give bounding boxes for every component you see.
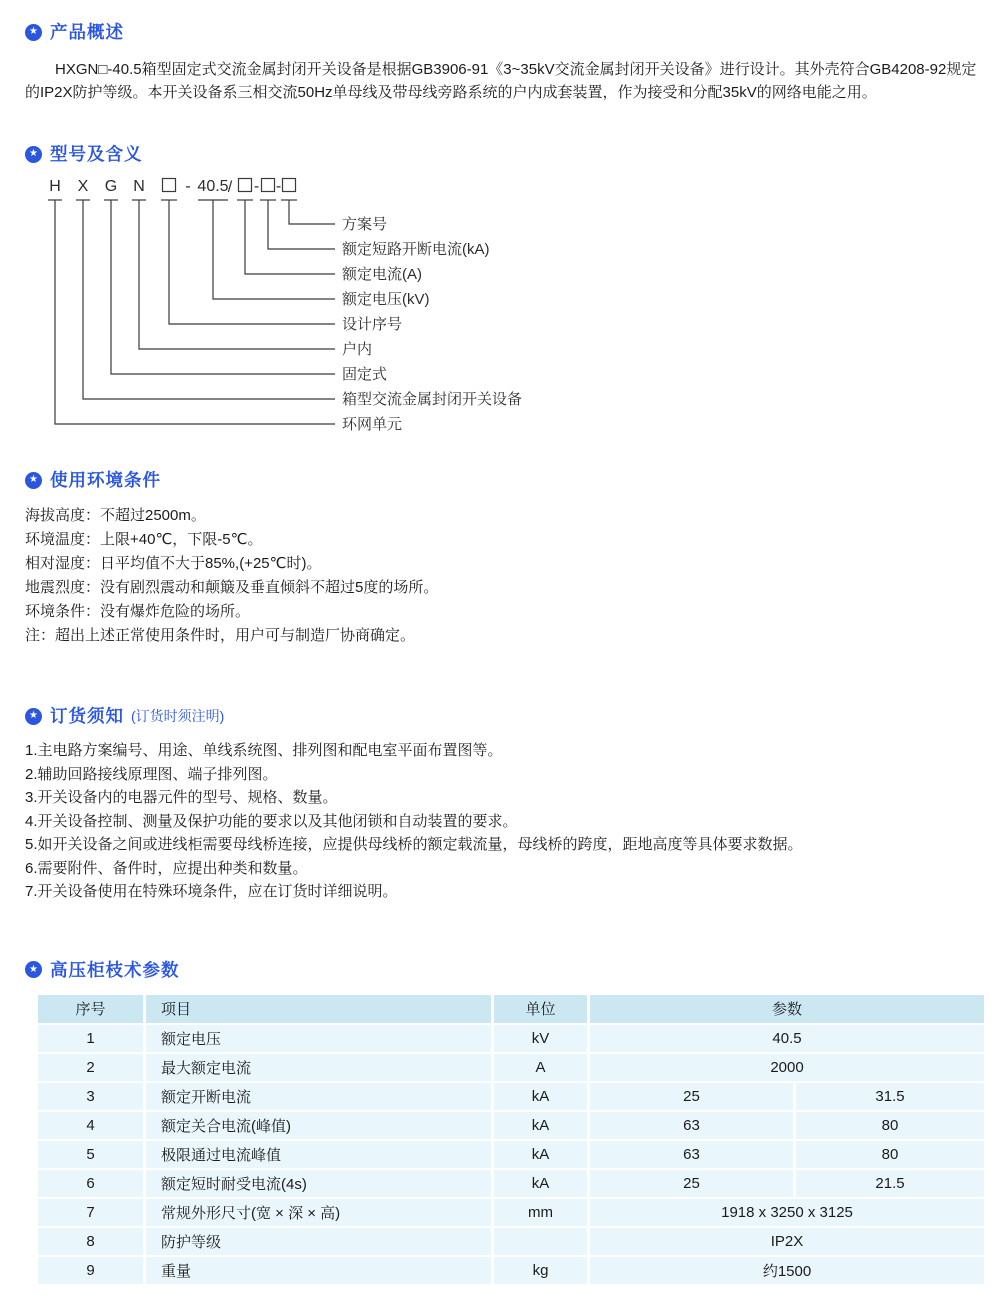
model-voltage: 40.5	[197, 178, 229, 195]
section-title-overview	[25, 22, 980, 42]
table-row	[38, 1141, 984, 1168]
cell-item: 极限通过电流峰值	[146, 1141, 491, 1168]
model-label: 额定电压(kV)	[342, 291, 430, 308]
model-label: 户内	[342, 341, 373, 358]
model-label: 方案号	[342, 216, 388, 233]
table-row	[38, 1083, 984, 1110]
cell-value: 约1500	[590, 1257, 984, 1284]
model-label: 设计序号	[342, 316, 403, 333]
cell-value-b: 80	[796, 1141, 984, 1168]
model-designation-diagram	[47, 172, 997, 444]
model-title-text: 型号及含义	[50, 144, 143, 164]
env-line: 相对湿度：日平均值不大于85%,(+25℃时)。	[25, 555, 322, 572]
cell-value: 40.5	[590, 1025, 984, 1052]
parameters-table	[35, 993, 987, 1286]
cell-unit: kV	[494, 1025, 587, 1052]
table-row	[38, 1257, 984, 1284]
ordering-instructions	[25, 739, 980, 904]
ordering-item: 7.开关设备使用在特殊环境条件，应在订货时详细说明。	[25, 883, 398, 900]
model-placeholder-box	[163, 179, 176, 192]
env-line: 环境条件：没有爆炸危险的场所。	[25, 603, 251, 620]
model-dash: -	[253, 178, 260, 195]
ordering-item: 2.辅助回路接线原理图、端子排列图。	[25, 765, 278, 783]
cell-item: 常规外形尺寸(宽 × 深 × 高)	[146, 1199, 491, 1226]
env-line: 海拔高度：不超过2500m。	[25, 507, 206, 524]
cell-no: 6	[38, 1170, 143, 1197]
model-label: 额定电流(A)	[342, 266, 422, 283]
table-row	[38, 1112, 984, 1139]
section-title-parameters	[25, 960, 980, 980]
ordering-item: 5.如开关设备之间或进线柜需要母线桥连接，应提供母线桥的额定载流量，母线桥的跨度，距地高度等具体要求数据。	[25, 836, 803, 853]
section-title-model	[25, 144, 980, 164]
cell-no: 7	[38, 1199, 143, 1226]
model-placeholder-box	[262, 179, 275, 192]
model-label: 箱型交流金属封闭开关设备	[342, 391, 523, 408]
cell-item: 额定短时耐受电流(4s)	[146, 1170, 491, 1197]
model-dash: -	[275, 178, 282, 195]
cell-no: 2	[38, 1054, 143, 1081]
model-letter: H	[49, 178, 61, 195]
section-title-ordering	[25, 706, 980, 726]
cell-value-b: 31.5	[796, 1083, 984, 1110]
star-bullet-icon: ★	[25, 961, 42, 978]
ordering-item: 6.需要附件、备件时，应提出种类和数量。	[25, 859, 308, 877]
cell-value: 2000	[590, 1054, 984, 1081]
cell-no: 1	[38, 1025, 143, 1052]
cell-no: 9	[38, 1257, 143, 1284]
overview-title-text: 产品概述	[50, 22, 124, 42]
table-row	[38, 1025, 984, 1052]
header-value: 参数	[590, 995, 984, 1023]
model-dash: -	[185, 178, 191, 195]
star-bullet-icon: ★	[25, 708, 42, 725]
cell-no: 5	[38, 1141, 143, 1168]
cell-item: 额定开断电流	[146, 1083, 491, 1110]
cell-unit: kA	[494, 1083, 587, 1110]
star-bullet-icon: ★	[25, 472, 42, 489]
cell-unit: A	[494, 1054, 587, 1081]
cell-unit: kg	[494, 1257, 587, 1284]
env-line: 注：超出上述正常使用条件时，用户可与制造厂协商确定。	[25, 627, 416, 644]
env-line: 地震烈度：没有剧烈震动和颠簸及垂直倾斜不超过5度的场所。	[25, 579, 439, 596]
cell-value-a: 63	[590, 1112, 793, 1139]
ordering-item: 4.开关设备控制、测量及保护功能的要求以及其他闭锁和自动装置的要求。	[25, 812, 518, 830]
model-letter: G	[104, 178, 118, 195]
model-label: 环网单元	[342, 416, 403, 433]
cell-unit	[494, 1228, 587, 1255]
env-line: 环境温度：上限+40℃，下限-5℃。	[25, 531, 263, 548]
table-row	[38, 1228, 984, 1255]
star-bullet-icon: ★	[25, 24, 42, 41]
cell-value: 1918 x 3250 x 3125	[590, 1199, 984, 1226]
section-title-environment	[25, 470, 980, 490]
cell-item: 最大额定电流	[146, 1054, 491, 1081]
table-row	[38, 1170, 984, 1197]
cell-item: 额定关合电流(峰值)	[146, 1112, 491, 1139]
cell-unit: kA	[494, 1112, 587, 1139]
cell-item: 防护等级	[146, 1228, 491, 1255]
table-header-row	[38, 995, 984, 1023]
parameters-title-text: 高压柜枝术参数	[50, 959, 180, 980]
header-no: 序号	[38, 995, 143, 1023]
cell-unit: kA	[494, 1170, 587, 1197]
environment-title-text: 使用环境条件	[50, 470, 161, 490]
environment-conditions	[25, 504, 980, 648]
cell-value-a: 25	[590, 1083, 793, 1110]
model-formula	[49, 178, 295, 196]
model-placeholder-box	[283, 179, 296, 192]
ordering-title-text: 订货须知	[50, 706, 124, 726]
ordering-item: 3.开关设备内的电器元件的型号、规格、数量。	[25, 789, 338, 806]
model-letter: N	[133, 178, 145, 195]
cell-no: 4	[38, 1112, 143, 1139]
ordering-item: 1.主电路方案编号、用途、单线系统图、排列图和配电室平面布置图等。	[25, 742, 503, 759]
model-letter: X	[77, 178, 89, 195]
header-unit: 单位	[494, 995, 587, 1023]
model-slash: /	[227, 179, 233, 196]
cell-value: IP2X	[590, 1228, 984, 1255]
cell-item: 额定电压	[146, 1025, 491, 1052]
model-placeholder-box	[239, 179, 252, 192]
cell-no: 3	[38, 1083, 143, 1110]
model-labels	[342, 216, 522, 433]
cell-value-a: 25	[590, 1170, 793, 1197]
table-row	[38, 1054, 984, 1081]
cell-value-b: 21.5	[796, 1170, 984, 1197]
header-item: 项目	[146, 995, 491, 1023]
cell-unit: kA	[494, 1141, 587, 1168]
cell-unit: mm	[494, 1199, 587, 1226]
table-row	[38, 1199, 984, 1226]
model-label: 额定短路开断电流(kA)	[342, 241, 490, 258]
cell-no: 8	[38, 1228, 143, 1255]
model-connector-lines	[55, 200, 335, 424]
cell-value-b: 80	[796, 1112, 984, 1139]
overview-paragraph: HXGN□-40.5箱型固定式交流金属封闭开关设备是根据GB3906-91《3~35kV交流金属封闭开关设备》进行设计。其外壳符合GB4208-92规定的IP2X防护等级。本开关设备系三相交流50Hz单母线及带母线旁路系统的户内成套装置，作为接受和分配35kV的网络电能之用。	[25, 61, 977, 101]
star-bullet-icon: ★	[25, 146, 42, 163]
ordering-subtitle: (订货时须注明)	[131, 708, 225, 724]
cell-value-a: 63	[590, 1141, 793, 1168]
cell-item: 重量	[146, 1257, 491, 1284]
model-label: 固定式	[342, 366, 388, 383]
